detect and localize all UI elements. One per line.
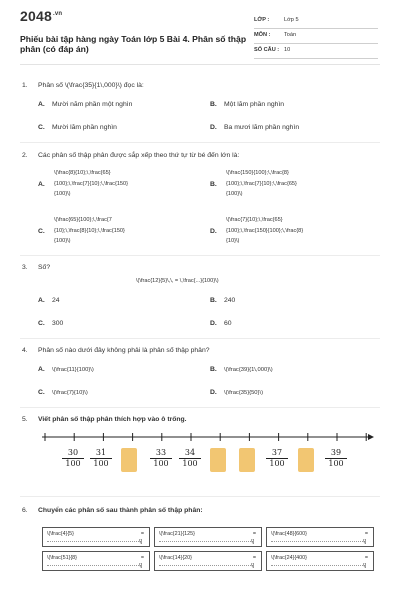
meta-key: LỚP :	[254, 17, 270, 23]
numerator: 31	[90, 448, 112, 459]
meta-value: Toán	[284, 32, 297, 38]
cell-fraction: \(\frac{14}{20}	[159, 555, 192, 561]
fraction-37-100	[266, 448, 288, 469]
option-line: {100};\,\frac{7}{10};\,\frac{65}	[226, 180, 297, 187]
answer-line	[271, 541, 365, 542]
q2-option-b-letter: B.	[210, 181, 217, 188]
denominator: 100	[328, 459, 344, 468]
meta-value: Lớp 5	[284, 17, 299, 23]
conversion-cell[interactable]	[42, 551, 150, 571]
q2-option-a-letter: A.	[38, 181, 45, 188]
option-letter: C.	[38, 389, 45, 396]
conversion-cell[interactable]	[42, 527, 150, 547]
option-letter: C.	[38, 124, 45, 131]
question-text: Phân số \(\frac{35}{1\,000}\) đọc là:	[38, 82, 144, 89]
option-line: {100};\,\frac{7}{10};\,\frac{150}	[54, 180, 129, 187]
option-text: Ba mươi lăm phần nghìn	[224, 124, 300, 131]
fraction-34-100	[179, 448, 201, 469]
numerator: 30	[62, 448, 84, 459]
numerator: 34	[179, 448, 201, 459]
option-letter: B.	[210, 366, 217, 373]
option-line: \(\frac{8}{10};\,\frac{65}	[54, 170, 111, 176]
option-line: {10};\,\frac{8}{10};\,\frac{150}	[54, 227, 125, 234]
answer-blank[interactable]	[239, 448, 255, 472]
cell-end: \]	[363, 539, 366, 545]
cell-equals: =	[252, 531, 256, 537]
q2-option-c-letter: C.	[38, 228, 45, 235]
fraction-39-100	[325, 448, 347, 469]
option-text: 60	[224, 320, 232, 327]
answer-blank[interactable]	[121, 448, 137, 472]
option-text: \(\frac{39}{1\,000}\)	[224, 367, 273, 373]
cell-fraction: \(\frac{21}{125}	[159, 531, 195, 537]
question-number: 2.	[22, 152, 28, 159]
option-line: {100}\)	[54, 238, 71, 244]
answer-blank[interactable]	[298, 448, 314, 472]
cell-end: \]	[363, 563, 366, 569]
question-6	[22, 507, 203, 514]
option-letter: B.	[210, 297, 217, 304]
option-line: \(\frac{150}{100};\,\frac{8}	[226, 170, 289, 176]
option-text: Mười năm phần một nghìn	[52, 101, 133, 108]
cell-end: \]	[251, 563, 254, 569]
option-letter: D.	[210, 124, 217, 131]
cell-fraction: \(\frac{48}{600}	[271, 531, 307, 537]
cell-equals: =	[140, 531, 144, 537]
question-text: Số?	[38, 264, 51, 271]
denominator: 100	[93, 459, 109, 468]
logo-text: 2048	[20, 8, 52, 24]
q3-equation: \(\frac{12}{5}\,\, = \,\frac{...}{100}\)	[136, 278, 219, 284]
option-line: {100}\)	[54, 191, 71, 197]
question-number: 1.	[22, 82, 28, 89]
option-text: 240	[224, 297, 236, 304]
cell-equals: =	[252, 555, 256, 561]
option-text: Mười lăm phần nghìn	[52, 124, 117, 131]
option-line: {100};\,\frac{150}{100};\,\frac{8}	[226, 227, 304, 234]
option-letter: D.	[210, 389, 217, 396]
option-line: \(\frac{7}{10};\,\frac{65}	[226, 217, 283, 223]
option-letter: B.	[210, 101, 217, 108]
cell-end: \]	[251, 539, 254, 545]
cell-equals: =	[364, 531, 368, 537]
cell-fraction: \(\frac{4}{5}	[47, 531, 74, 537]
question-number: 3.	[22, 264, 28, 271]
denominator: 100	[269, 459, 285, 468]
worksheet-title: Phiếu bài tập hàng ngày Toán lớp 5 Bài 4. Phân số thập phân (có đáp án)	[20, 34, 247, 54]
question-number: 4.	[22, 347, 28, 354]
logo-suffix: .vn	[52, 11, 63, 18]
question-number: 5.	[22, 416, 28, 423]
cell-end: \]	[139, 539, 142, 545]
option-text: \(\frac{11}{100}\)	[52, 367, 94, 373]
option-text: \(\frac{35}{50}\)	[224, 390, 263, 396]
question-text: Viết phân số thập phân thích hợp vào ô trống.	[38, 416, 187, 423]
option-line: {100}\)	[226, 191, 243, 197]
cell-equals: =	[140, 555, 144, 561]
question-text: Các phân số thập phân được sắp xếp theo thứ tự từ bé đến lớn là:	[38, 152, 240, 159]
numerator: 33	[150, 448, 172, 459]
option-letter: C.	[38, 320, 45, 327]
q2-option-d-letter: D.	[210, 228, 217, 235]
number-line-arrow	[368, 434, 374, 440]
cell-end: \]	[139, 563, 142, 569]
option-line: \(\frac{65}{100};\,\frac{7	[54, 217, 112, 223]
denominator: 100	[65, 459, 81, 468]
answer-line	[47, 541, 141, 542]
option-text: 24	[52, 297, 60, 304]
denominator: 100	[182, 459, 198, 468]
option-letter: D.	[210, 320, 217, 327]
denominator: 100	[153, 459, 169, 468]
meta-key: MÔN :	[254, 32, 271, 38]
fraction-30-100	[62, 448, 84, 469]
option-letter: A.	[38, 101, 45, 108]
answer-line	[159, 565, 253, 566]
meta-value: 10	[284, 47, 291, 53]
option-line: {10}\)	[226, 238, 240, 244]
cell-fraction: \(\frac{24}{400}	[271, 555, 307, 561]
fraction-33-100	[150, 448, 172, 469]
option-text: 300	[52, 320, 64, 327]
option-text: Một lăm phần nghìn	[224, 101, 285, 108]
cell-fraction: \(\frac{51}{8}	[47, 555, 77, 561]
answer-blank[interactable]	[210, 448, 226, 472]
numerator: 37	[266, 448, 288, 459]
option-letter: A.	[38, 297, 45, 304]
numerator: 39	[325, 448, 347, 459]
cell-equals: =	[364, 555, 368, 561]
conversion-cell[interactable]	[266, 551, 374, 571]
answer-line	[159, 541, 253, 542]
answer-line	[271, 565, 365, 566]
question-number: 6.	[22, 507, 28, 514]
fraction-31-100	[90, 448, 112, 469]
conversion-cell[interactable]	[154, 527, 262, 547]
question-text: Chuyển các phân số sau thành phân số thập phân:	[38, 507, 203, 514]
question-text: Phân số nào dưới đây không phải là phân số thập phân?	[38, 347, 210, 354]
question-divider	[20, 496, 380, 497]
meta-key: SỐ CÂU :	[254, 47, 280, 53]
option-text: \(\frac{7}{10}\)	[52, 390, 88, 396]
answer-line	[47, 565, 141, 566]
conversion-cell[interactable]	[266, 527, 374, 547]
conversion-cell[interactable]	[154, 551, 262, 571]
option-letter: A.	[38, 366, 45, 373]
